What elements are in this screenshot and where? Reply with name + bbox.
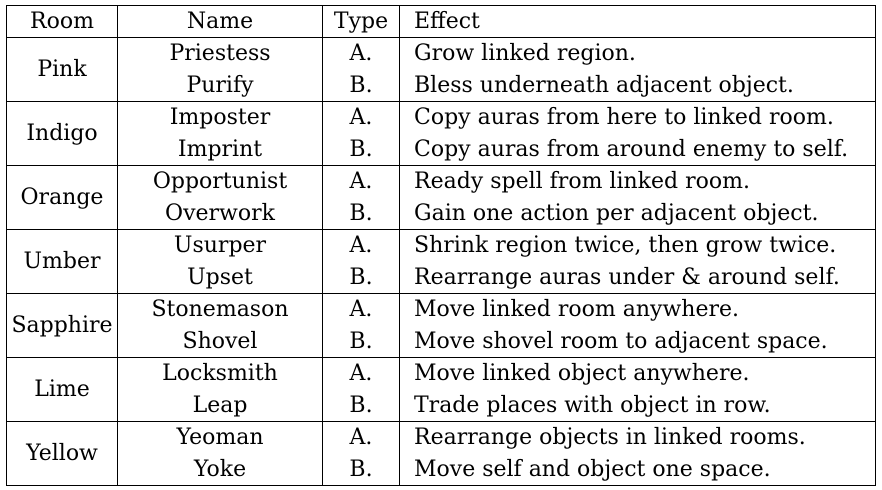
name-cell: Stonemason xyxy=(118,294,323,326)
effect-cell: Rearrange objects in linked rooms. xyxy=(400,422,876,454)
name-cell: Leap xyxy=(118,390,323,422)
table-row xyxy=(7,262,876,294)
name-cell: Shovel xyxy=(118,326,323,358)
effect-cell: Trade places with object in row. xyxy=(400,390,876,422)
name-cell: Yeoman xyxy=(118,422,323,454)
table-row xyxy=(7,38,876,70)
effect-cell: Rearrange auras under & around self. xyxy=(400,262,876,294)
effect-cell: Shrink region twice, then grow twice. xyxy=(400,230,876,262)
room-cell: Orange xyxy=(7,166,118,230)
type-cell: B. xyxy=(323,390,400,422)
type-cell: B. xyxy=(323,198,400,230)
table-row xyxy=(7,166,876,198)
table-row xyxy=(7,390,876,422)
name-cell: Overwork xyxy=(118,198,323,230)
table-body xyxy=(7,38,876,486)
effect-cell: Grow linked region. xyxy=(400,38,876,70)
type-cell: A. xyxy=(323,102,400,134)
type-cell: A. xyxy=(323,166,400,198)
name-cell: Yoke xyxy=(118,454,323,486)
room-cell: Indigo xyxy=(7,102,118,166)
header-type: Type xyxy=(323,6,400,38)
room-cell: Yellow xyxy=(7,422,118,486)
table-row xyxy=(7,70,876,102)
effect-cell: Move linked room anywhere. xyxy=(400,294,876,326)
effect-cell: Move shovel room to adjacent space. xyxy=(400,326,876,358)
type-cell: B. xyxy=(323,454,400,486)
name-cell: Upset xyxy=(118,262,323,294)
name-cell: Imposter xyxy=(118,102,323,134)
name-cell: Priestess xyxy=(118,38,323,70)
effect-cell: Copy auras from around enemy to self. xyxy=(400,134,876,166)
name-cell: Purify xyxy=(118,70,323,102)
name-cell: Locksmith xyxy=(118,358,323,390)
header-effect: Effect xyxy=(400,6,876,38)
table-row xyxy=(7,422,876,454)
table-row xyxy=(7,102,876,134)
effect-cell: Gain one action per adjacent object. xyxy=(400,198,876,230)
room-cell: Lime xyxy=(7,358,118,422)
name-cell: Imprint xyxy=(118,134,323,166)
room-cell: Pink xyxy=(7,38,118,102)
table-row xyxy=(7,294,876,326)
type-cell: A. xyxy=(323,422,400,454)
type-cell: A. xyxy=(323,38,400,70)
header-row xyxy=(7,6,876,38)
header-room: Room xyxy=(7,6,118,38)
table-row xyxy=(7,454,876,486)
table-row xyxy=(7,198,876,230)
type-cell: B. xyxy=(323,70,400,102)
type-cell: B. xyxy=(323,134,400,166)
room-cell: Umber xyxy=(7,230,118,294)
effect-cell: Ready spell from linked room. xyxy=(400,166,876,198)
header-name: Name xyxy=(118,6,323,38)
name-cell: Opportunist xyxy=(118,166,323,198)
type-cell: B. xyxy=(323,326,400,358)
type-cell: A. xyxy=(323,358,400,390)
type-cell: A. xyxy=(323,230,400,262)
effect-cell: Move self and object one space. xyxy=(400,454,876,486)
effect-cell: Bless underneath adjacent object. xyxy=(400,70,876,102)
effect-cell: Copy auras from here to linked room. xyxy=(400,102,876,134)
name-cell: Usurper xyxy=(118,230,323,262)
type-cell: B. xyxy=(323,262,400,294)
table-row xyxy=(7,358,876,390)
table-row xyxy=(7,134,876,166)
effect-cell: Move linked object anywhere. xyxy=(400,358,876,390)
table-row xyxy=(7,230,876,262)
room-spell-table xyxy=(6,5,876,486)
table-row xyxy=(7,326,876,358)
type-cell: A. xyxy=(323,294,400,326)
room-cell: Sapphire xyxy=(7,294,118,358)
